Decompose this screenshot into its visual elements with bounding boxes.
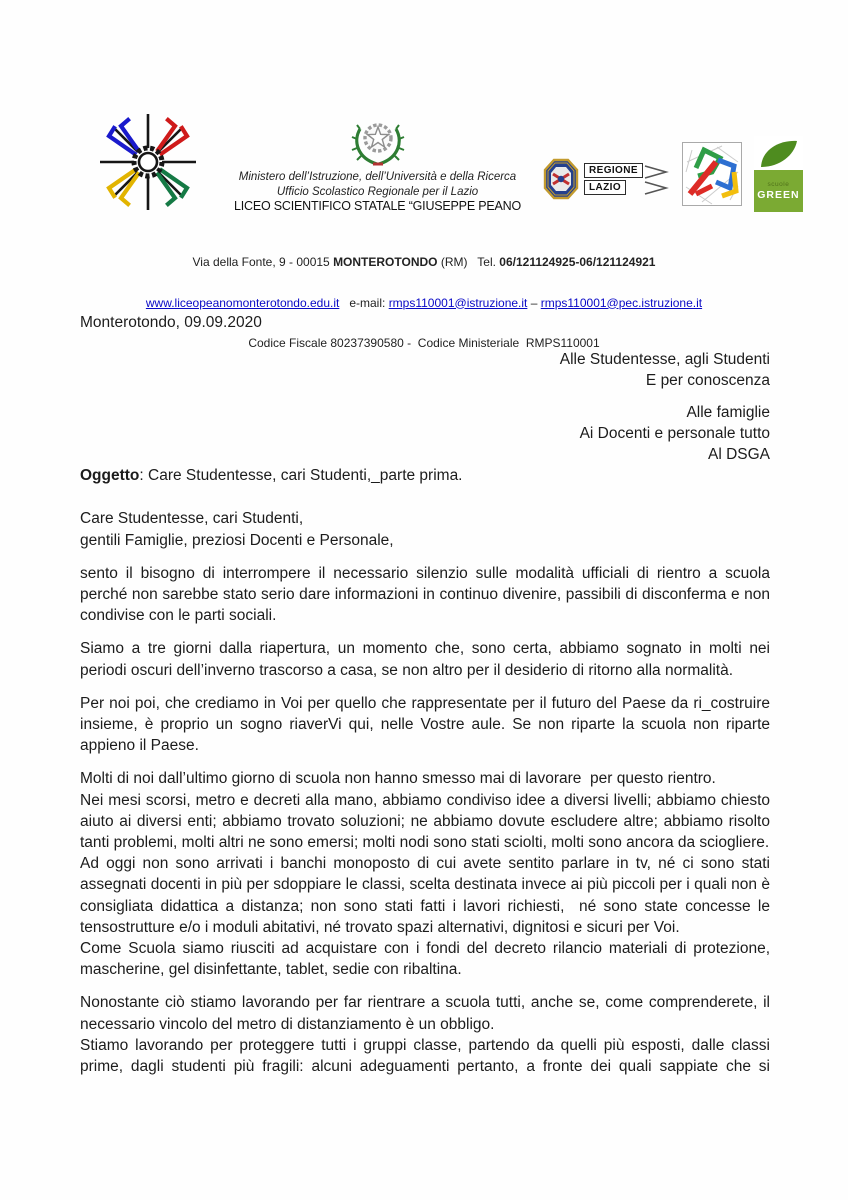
scuole-green-logo — [754, 136, 803, 212]
leaf-icon — [754, 136, 803, 170]
recipients-primary — [80, 349, 770, 391]
address-line-1 — [0, 256, 848, 270]
pec-email-link[interactable]: rmps110001@pec.istruzione.it — [540, 295, 703, 310]
scuole-label: scuole — [767, 181, 790, 188]
green-leaf-area — [754, 136, 803, 170]
dateline: Monterotondo, 09.09.2020 — [80, 314, 262, 331]
paragraph: Siamo a tre giorni dalla riapertura, un momento che, sono certa, abbiamo sognato in molti nei periodi oscuri dell’inverno trascorso a casa, se non altro per il desiderio di ritorno alla normalità. — [80, 640, 775, 679]
italy-emblem-icon — [350, 117, 406, 169]
ministry-header — [200, 117, 555, 213]
green-label: GREEN — [757, 189, 800, 201]
regione-lazio-chevrons-icon — [644, 159, 670, 199]
salutation — [80, 508, 770, 550]
paragraph: sento il bisogno di interrompere il necessario silenzio sulle modalità ufficiali di rientro a scuola perché non sarebbe stato serio dare informazioni in continuo divenire, passibili di disconferma e non condivise con le parti sociali. — [80, 564, 775, 625]
ministry-line-2: Ufficio Scolastico Regionale per il Lazio — [276, 185, 479, 198]
paragraph: Nei mesi scorsi, metro e decreti alla mano, abbiamo condiviso idee a diversi livelli; abbiamo chiesto aiuto ai diversi enti; abbiamo trovato soluzioni; ne abbiamo dovute escludere altre; abbiamo risolto tanti problemi, molti altri ne sono emersi; molti nodi sono stati sciolti, molti sono ancora da sciogliere. — [80, 791, 775, 852]
regione-lazio-wordmark — [584, 163, 643, 195]
salutation-line: Care Studentesse, cari Studenti, — [80, 510, 304, 528]
address-phones: 06/121124925-06/121124921 — [499, 255, 656, 269]
email-label: e-mail: — [339, 295, 389, 310]
website-link[interactable]: www.liceopeanomonterotondo.edu.it — [145, 295, 340, 310]
address-line-3: Codice Fiscale 80237390580 - Codice Ministeriale RMPS110001 — [248, 336, 600, 350]
paragraph-block — [80, 563, 775, 627]
paragraph-block — [80, 992, 775, 1077]
paragraph: Come Scuola siamo riusciti ad acquistare con i fondi del decreto rilancio materiali di protezione, mascherine, gel disinfettante, tablet, sedie con ribaltina. — [80, 940, 775, 979]
address-province-tel: (RM) Tel. — [437, 255, 500, 269]
subject-label: Oggetto — [80, 467, 140, 485]
subject-line — [80, 465, 770, 486]
recipient-line: E per conoscenza — [645, 372, 770, 390]
recipient-line: Al DSGA — [707, 446, 770, 464]
paragraph: Per noi poi, che crediamo in Voi per quello che rappresentate per il futuro del Paese da ri_costruire insieme, è proprio un sogno riaverVi qui, nelle Vostre aule. Se non riparte la scuola non riparte appieno il Paese. — [80, 694, 775, 755]
paragraph-block — [80, 693, 775, 757]
lazio-label: LAZIO — [584, 180, 626, 195]
recipient-line: Alle famiglie — [686, 403, 770, 421]
school-starburst-logo-icon — [97, 111, 199, 213]
paragraph-block — [80, 768, 775, 980]
letter-body — [80, 312, 775, 1077]
paragraph-block — [80, 638, 775, 680]
partner-logos — [543, 136, 803, 212]
recipient-line: Ai Docenti e personale tutto — [579, 424, 770, 442]
address-city: MONTEROTONDO — [333, 255, 438, 269]
regione-label: REGIONE — [584, 163, 643, 178]
regione-lazio-crest-icon — [543, 158, 579, 200]
salutation-line: gentili Famiglie, preziosi Docenti e Personale, — [80, 531, 394, 549]
address-line-2 — [0, 297, 848, 311]
paragraph: Ad oggi non sono arrivati i banchi monoposto di cui avete sentito parlare in tv, né ci sono stati assegnati docenti in più per sdoppiare le classi, scelta destinata invece ai più piccoli per i quali non è consigliata didattica a distanza; non sono stati fatti i lavori richiesti, né sono state concesse le tensostrutture e/o i moduli abitativi, né trovato spazi alternativi, dignitosi e sicuri per Voi. — [80, 855, 775, 936]
paragraph: Stiamo lavorando per proteggere tutti i gruppi classe, partendo da quelli più esposti, dalle classi prime, dagli studenti più fragili: alcuni adeguamenti pertanto, a fronte dei quali sappiate che si — [80, 1036, 775, 1076]
scuole-green-wordmark — [754, 170, 803, 212]
regione-lazio-logo — [543, 158, 670, 200]
address-street: Via della Fonte, 9 - 00015 — [192, 255, 334, 269]
recipient-line: Alle Studentesse, agli Studenti — [559, 351, 770, 369]
subject-text: : Care Studentesse, cari Studenti,_parte prima. — [139, 467, 463, 485]
recipients-secondary — [80, 402, 770, 466]
school-name: LICEO SCIENTIFICO STATALE “GIUSEPPE PEANO — [234, 199, 521, 213]
paragraph: Molti di noi dall’ultimo giorno di scuola non hanno smesso mai di lavorare per questo rientro. — [80, 770, 716, 788]
email-separator: – — [527, 295, 541, 310]
ministry-line-1: Ministero dell’Istruzione, dell’Università e della Ricerca — [238, 171, 517, 183]
email-link[interactable]: rmps110001@istruzione.it — [388, 295, 528, 310]
school-network-logo-icon — [682, 142, 742, 206]
paragraph: Nonostante ciò stiamo lavorando per far rientrare a scuola tutti, anche se, come comprenderete, il necessario vincolo del metro di distanziamento è un obbligo. — [80, 994, 775, 1033]
